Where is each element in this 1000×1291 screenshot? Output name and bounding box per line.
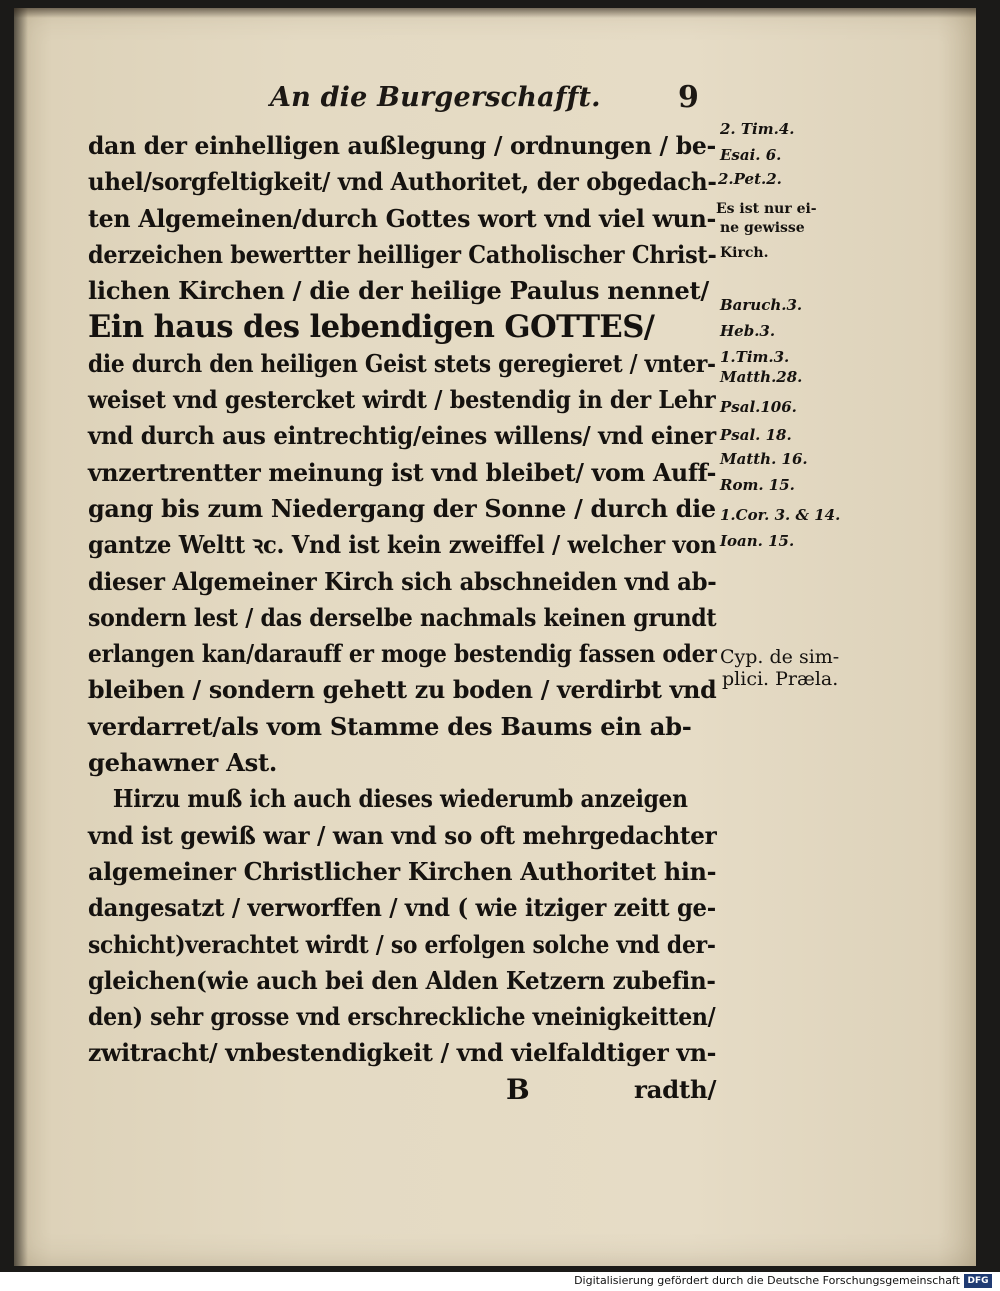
marginal-note: 2. Tim.4. xyxy=(720,120,795,138)
marginal-note: 1.Cor. 3. & 14. xyxy=(720,506,841,524)
text-line: lichen Kirchen / die der heilige Paulus nennet/ xyxy=(88,276,709,306)
footer-credit: Digitalisierung gefördert durch die Deutsche Forschungsgemeinschaft xyxy=(574,1274,960,1287)
marginal-note: Matth.28. xyxy=(720,368,803,386)
text-line: sondern lest / das derselbe nachmals keinen grundt xyxy=(88,602,717,632)
text-line: ten Algemeinen/durch Gottes wort vnd viel wun- xyxy=(88,203,717,233)
text-line: gantze Weltt ꝛc. Vnd ist kein zweiffel / welcher von xyxy=(88,530,717,560)
text-line: algemeiner Christlicher Kirchen Authoritet hin- xyxy=(88,856,717,886)
text-line: bleiben / sondern gehett zu boden / verdirbt vnd xyxy=(88,675,717,705)
page-top-edge xyxy=(14,8,976,18)
spine-shadow xyxy=(14,8,28,1266)
text-line: dangesatzt / verworffen / vnd ( wie itziger zeitt ge- xyxy=(88,893,716,923)
text-line: zwitracht/ vnbestendigkeit / vnd vielfaldtiger vn- xyxy=(88,1038,717,1068)
dfg-logo-icon: DFG xyxy=(964,1274,992,1288)
signature-line xyxy=(88,1072,723,1108)
marginal-note: Matth. 16. xyxy=(720,450,808,468)
marginal-note: Psal. 18. xyxy=(720,426,792,444)
marginal-note: Ioan. 15. xyxy=(720,532,795,550)
text-line: vnd ist gewiß war / wan vnd so oft mehrgedachter xyxy=(88,820,717,850)
text-line: uhel/sorgfeltigkeit/ vnd Authoritet, der obgedach- xyxy=(88,167,717,197)
page-number: 9 xyxy=(678,80,699,115)
marginal-note: Esai. 6. xyxy=(720,146,782,164)
text-line: verdarret/als vom Stamme des Baums ein ab- xyxy=(88,711,692,741)
marginal-note: plici. Præla. xyxy=(722,668,839,690)
page-header xyxy=(270,82,720,126)
marginal-note: Rom. 15. xyxy=(720,476,795,494)
text-line: derzeichen bewertter heilliger Catholischer Christ- xyxy=(88,239,717,269)
marginal-note: Kirch. xyxy=(720,245,769,261)
text-line: weiset vnd gestercket wirdt / bestendig in der Lehr xyxy=(88,385,716,415)
marginal-note: Cyp. de sim- xyxy=(720,646,840,668)
text-line: die durch den heiligen Geist stets geregieret / vnter- xyxy=(88,348,716,378)
signature-mark: B xyxy=(506,1072,530,1106)
text-line: erlangen kan/darauff er moge bestendig fassen oder xyxy=(88,639,717,669)
marginal-note: ne gewisse xyxy=(720,220,805,236)
marginal-note: Psal.106. xyxy=(720,398,797,416)
marginal-note: 1.Tim.3. xyxy=(720,348,790,366)
catchword: radth/ xyxy=(634,1074,717,1104)
text-line: vnzertrentter meinung ist vnd bleibet/ vom Auff- xyxy=(88,457,717,487)
text-line: gang bis zum Niedergang der Sonne / durch die xyxy=(88,493,716,523)
text-line: gleichen(wie auch bei den Alden Ketzern zubefin- xyxy=(88,965,716,995)
text-line: schicht)verachtet wirdt / so erfolgen solche vnd der- xyxy=(88,929,716,959)
text-line: gehawner Ast. xyxy=(88,748,277,778)
text-line: Hirzu muß ich auch dieses wiederumb anzeigen xyxy=(112,784,688,814)
text-line: dan der einhelligen außlegung / ordnungen / be- xyxy=(88,131,716,160)
marginal-note: Heb.3. xyxy=(720,322,776,340)
marginal-note: Es ist nur ei- xyxy=(716,201,817,217)
marginal-note: 2.Pet.2. xyxy=(718,170,782,188)
body-text xyxy=(88,128,723,1108)
text-line: dieser Algemeiner Kirch sich abschneiden vnd ab- xyxy=(88,566,717,596)
running-head: An die Burgerschafft. xyxy=(270,82,601,113)
text-line: den) sehr grosse vnd erschreckliche vneinigkeitten/ xyxy=(88,1002,716,1032)
text-line-emphasis: Ein haus des lebendigen GOTTES/ xyxy=(88,309,655,346)
marginal-note: Baruch.3. xyxy=(720,296,803,314)
text-line: vnd durch aus eintrechtig/eines willens/ vnd einer xyxy=(88,421,716,451)
digitization-footer xyxy=(0,1272,1000,1291)
